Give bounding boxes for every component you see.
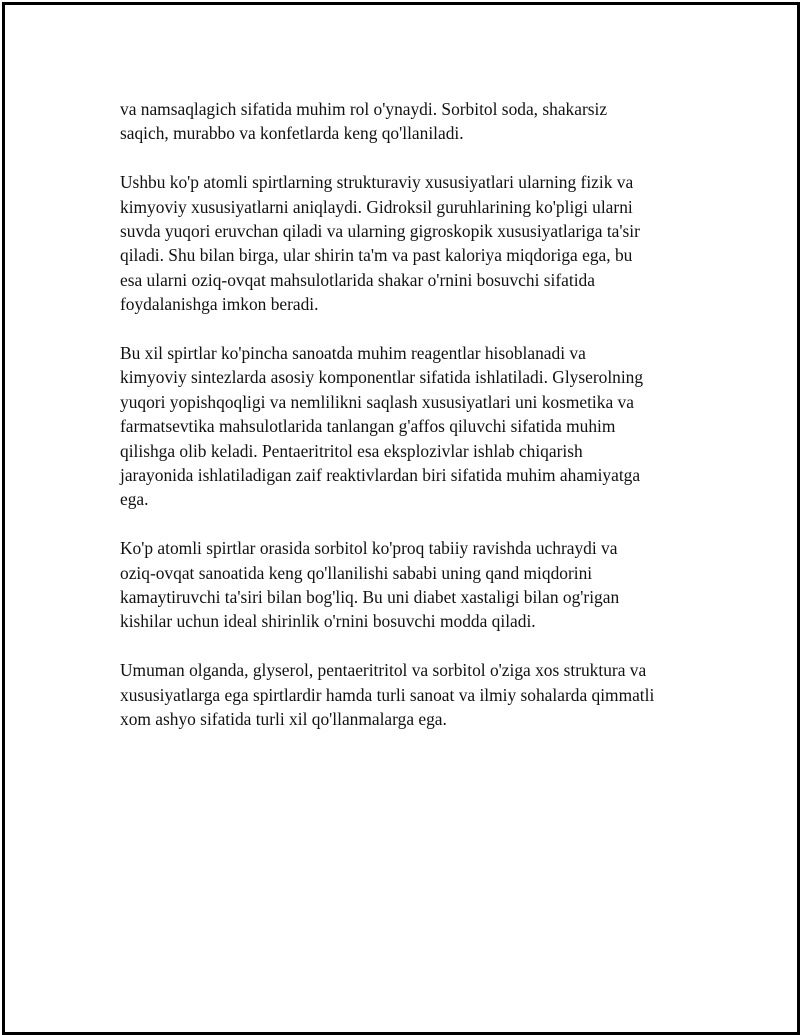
text-line: xususiyatlarga ega spirtlardir hamda turli sanoat va ilmiy sohalarda qimmatli — [120, 684, 655, 705]
text-line: Ko'p atomli spirtlar orasida sorbitol ko'proq tabiiy ravishda uchraydi va — [120, 538, 618, 559]
text-line: va namsaqlagich sifatida muhim rol o'ynaydi. Sorbitol soda, shakarsiz — [120, 99, 608, 119]
text-line: yuqori yopishqoqligi va nemlilikni saqlash xususiyatlari uni kosmetika va — [120, 391, 634, 412]
text-line: farmatsevtika mahsulotlarida tanlangan g'affos qiluvchi sifatida muhim — [120, 416, 616, 437]
text-line: Bu xil spirtlar ko'pincha sanoatda muhim reagentlar hisoblanadi va — [120, 343, 586, 364]
text-line: jarayonida ishlatiladigan zaif reaktivlardan biri sifatida muhim ahamiyatga — [120, 465, 641, 486]
text-line: suvda yuqori eruvchan qiladi va ularning gigroskopik xususiyatlariga ta'sir — [120, 221, 640, 242]
text-line: Umuman olganda, glyserol, pentaeritritol va sorbitol o'ziga xos struktura va — [120, 660, 647, 681]
page-frame — [2, 2, 800, 1035]
text-line: xom ashyo sifatida turli xil qo'llanmalarga ega. — [120, 709, 447, 730]
text-line: Ushbu ko'p atomli spirtlarning strukturaviy xususiyatlari ularning fizik va — [120, 172, 634, 193]
paragraph-2 — [120, 170, 710, 316]
text-line: kimyoviy sintezlarda asosiy komponentlar sifatida ishlatiladi. Glyserolning — [120, 367, 644, 388]
text-line: esa ularni oziq-ovqat mahsulotlarida shakar o'rnini bosuvchi sifatida — [120, 269, 595, 290]
paragraph-5 — [120, 658, 710, 731]
text-line: oziq-ovqat sanoatida keng qo'llanilishi sababi uning qand miqdorini — [120, 562, 593, 583]
text-line: kamaytiruvchi ta'siri bilan bog'liq. Bu uni diabet xastaligi bilan og'rigan — [120, 587, 620, 608]
text-line: saqich, murabbo va konfetlarda keng qo'llaniladi. — [120, 123, 464, 144]
text-line: kishilar uchun ideal shirinlik o'rnini bosuvchi modda qiladi. — [120, 611, 536, 632]
text-line: qiladi. Shu bilan birga, ular shirin ta'm va past kaloriya miqdoriga ega, bu — [120, 245, 633, 266]
text-line: ega. — [120, 489, 149, 510]
paragraph-1 — [120, 97, 710, 146]
document-body — [120, 97, 710, 756]
text-line: foydalanishga imkon beradi. — [120, 294, 319, 315]
paragraph-4 — [120, 536, 710, 634]
text-line: qilishga olib keladi. Pentaeritritol esa eksplozivlar ishlab chiqarish — [120, 440, 583, 461]
text-line: kimyoviy xususiyatlarni aniqlaydi. Gidroksil guruhlarining ko'pligi ularni — [120, 196, 633, 217]
paragraph-3 — [120, 341, 710, 512]
